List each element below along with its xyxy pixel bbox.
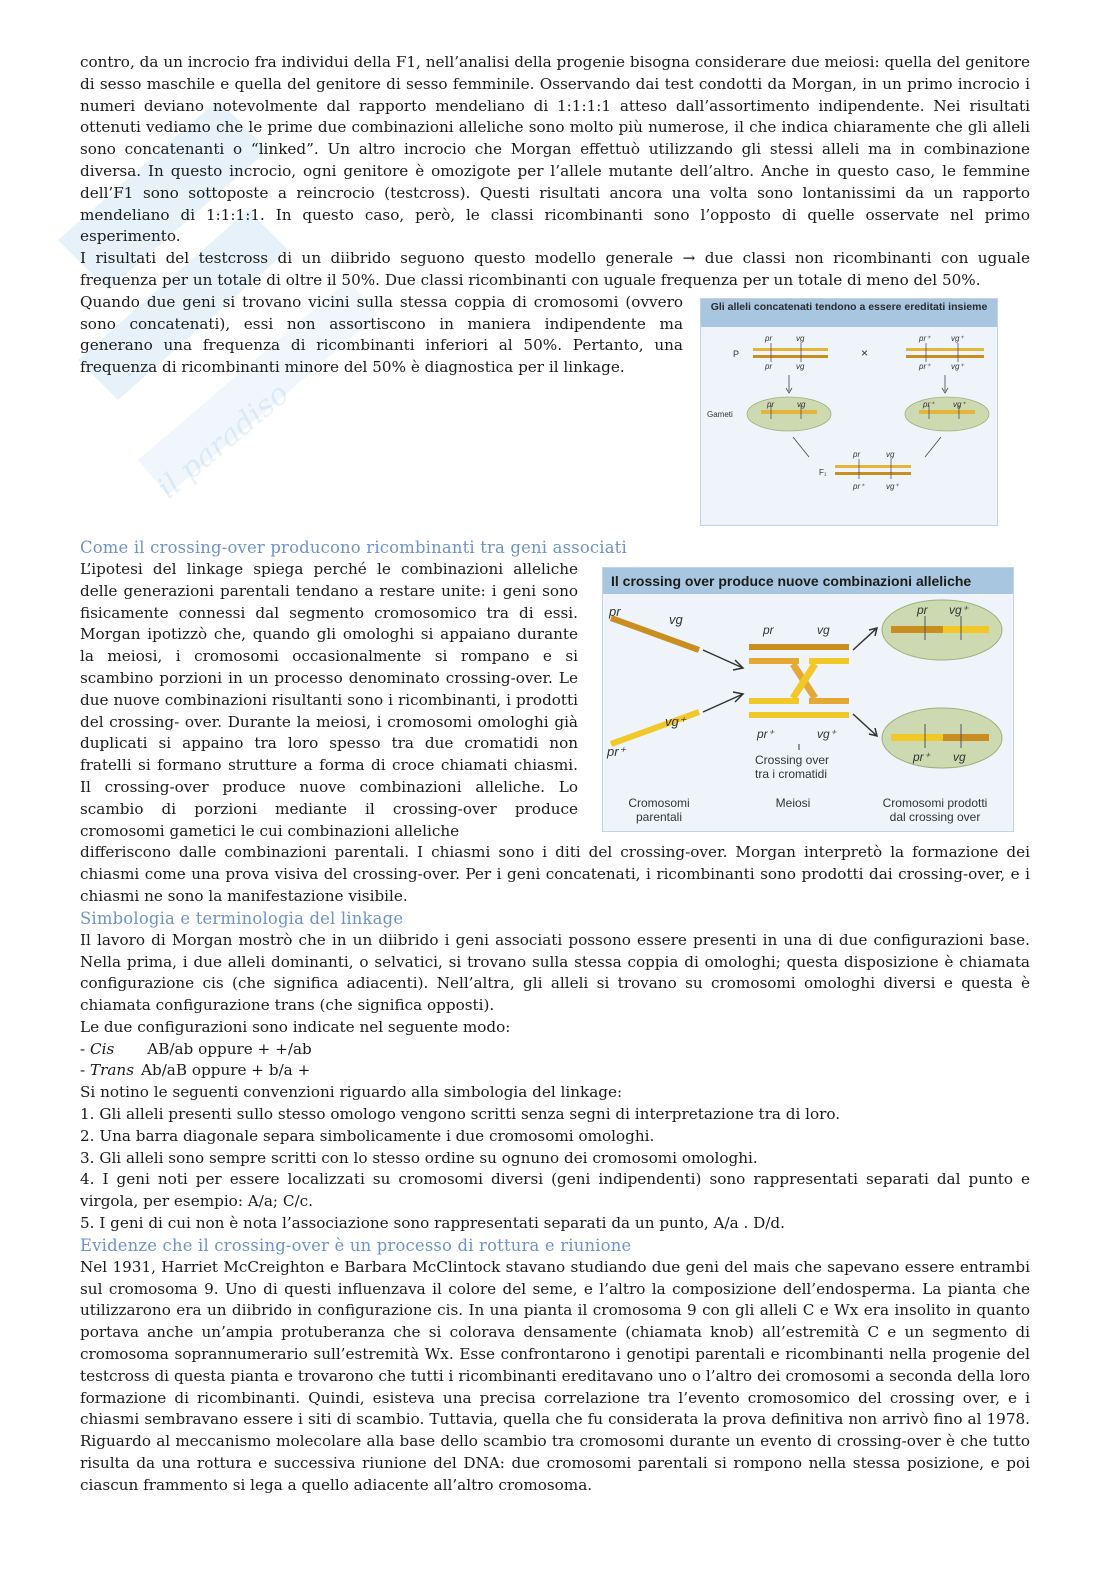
section-heading-symbology: Simbologia e terminologia del linkage bbox=[80, 908, 404, 928]
caption-parental: Cromosomi parentali bbox=[628, 796, 690, 824]
svg-text:pr: pr bbox=[763, 623, 774, 637]
rule-item: 4. I geni noti per essere localizzati su cromosomi diversi (geni indipendenti) sono rappresentati separati dal punto e virgola, per esempio: A/a; C/c. bbox=[80, 1170, 1030, 1211]
svg-text:vg⁺: vg⁺ bbox=[951, 334, 964, 343]
figure1-p-label: P bbox=[733, 349, 740, 359]
svg-text:pr: pr bbox=[767, 400, 775, 409]
figure-linked-alleles bbox=[700, 298, 998, 526]
section-heading-crossing-over: Come il crossing-over producono ricombinanti tra geni associati bbox=[80, 537, 627, 557]
svg-text:pr: pr bbox=[853, 450, 861, 459]
figure1-cross-symbol: × bbox=[861, 346, 869, 360]
parent-right-chromosomes bbox=[906, 334, 984, 371]
crossing-caption-2: tra i cromatidi bbox=[755, 767, 828, 781]
rule-item: 3. Gli alleli sono sempre scritti con lo stesso ordine su ognuno dei cromosomi omologhi. bbox=[80, 1148, 758, 1167]
rule-item: 1. Gli alleli presenti sullo stesso omologo vengono scritti senza segni di interpretazione tra di loro. bbox=[80, 1105, 841, 1124]
svg-text:pr⁺: pr⁺ bbox=[919, 362, 931, 371]
parental-chromosome-top bbox=[608, 604, 699, 650]
section-heading-break-rejoin: Evidenze che il crossing-over è un processo di rottura e riunione bbox=[80, 1235, 632, 1255]
svg-text:vg⁺: vg⁺ bbox=[665, 714, 686, 729]
rule-item: 5. I geni di cui non è nota l’associazione sono rappresentati separati da un punto, A/a . D/d. bbox=[80, 1214, 785, 1233]
document-page bbox=[80, 52, 1030, 1497]
svg-text:pr⁺: pr⁺ bbox=[913, 750, 931, 764]
svg-text:vg: vg bbox=[817, 623, 830, 637]
product-gamete-top bbox=[882, 600, 1002, 660]
svg-text:vg: vg bbox=[669, 612, 683, 627]
intro-paragraph-3: Quando due geni si trovano vicini sulla stessa coppia di cromosomi (ovvero sono concatenati), essi non assortiscono in maniera indipendente ma generano una frequenza di ricombinanti inferiori al 50%. Pertanto, una frequenza di ricombinanti minore del 50% è diagnostica per il linkage. bbox=[80, 292, 683, 377]
product-gamete-bottom bbox=[882, 708, 1002, 768]
svg-text:vg⁺: vg⁺ bbox=[949, 603, 969, 617]
svg-text:pr: pr bbox=[917, 603, 928, 617]
figure2-diagram bbox=[603, 568, 1013, 831]
figure1-title: Gli alleli concatenati tendono a essere ereditati insieme bbox=[701, 299, 997, 327]
svg-text:vg⁺: vg⁺ bbox=[886, 482, 899, 491]
gamete-right bbox=[905, 397, 989, 431]
f1-chromosomes bbox=[835, 450, 911, 491]
arrow-icon bbox=[853, 628, 877, 736]
cis-value: AB/ab oppure + +/ab bbox=[147, 1039, 312, 1058]
svg-text:vg⁺: vg⁺ bbox=[951, 362, 964, 371]
figure-crossing-over bbox=[602, 567, 1014, 832]
figure1-diagram bbox=[701, 299, 997, 525]
svg-text:vg⁺: vg⁺ bbox=[817, 727, 837, 741]
arrow-icon bbox=[925, 437, 941, 457]
symbology-paragraph-3: Si notino le seguenti convenzioni riguardo alla simbologia del linkage: bbox=[80, 1083, 623, 1102]
svg-text:pr⁺: pr⁺ bbox=[923, 400, 935, 409]
arrow-icon bbox=[793, 437, 809, 457]
trans-configuration: - Trans Ab/aB oppure + b/a + bbox=[80, 1061, 311, 1080]
caption-products: Cromosomi prodotti dal crossing over bbox=[882, 796, 988, 824]
figure1-f1-label: F₁ bbox=[819, 468, 827, 477]
symbology-paragraph-2: Le due configurazioni sono indicate nel seguente modo: bbox=[80, 1017, 511, 1036]
svg-text:pr: pr bbox=[765, 334, 773, 343]
svg-text:pr⁺: pr⁺ bbox=[919, 334, 931, 343]
svg-text:pr⁺: pr⁺ bbox=[757, 727, 775, 741]
svg-text:il paradiso: il paradiso bbox=[150, 376, 296, 507]
svg-text:vg: vg bbox=[796, 334, 805, 343]
svg-text:vg⁺: vg⁺ bbox=[953, 400, 966, 409]
symbology-paragraph-1: Il lavoro di Morgan mostrò che in un diibrido i geni associati possono essere presenti in una di due configurazioni base. Nella prima, i due alleli dominanti, o selvatici, si trovano sulla stessa coppia di omologhi; questa disposizione è chiamata configurazione cis (che significa adiacenti). Nell’altra, gli alleli si trovano su cromosomi omologhi diversi e questa è chiamata configurazione trans (che significa opposti). bbox=[80, 930, 1030, 1015]
evidence-paragraph: Nel 1931, Harriet McCreighton e Barbara McClintock stavano studiando due geni del mais che sapevano essere entrambi sul cromosoma 9. Uno di questi influenzava il colore del seme, e l’altro la composizione dell’endosperma. La pianta che utilizzarono era un diibrido in configurazione cis. In una pianta il cromosoma 9 con gli alleli C e Wx era insolito in quanto portava anche un’ampia protuberanza che si colorava densamente (chiamata knob) all’estremità C e un segmento di cromosoma soprannumerario sull’estremità Wx. Esse confrontarono i genotipi parentali e ricombinanti nella progenie del testcross di questa pianta e trovarono che tutti i ricombinanti ereditavano uno o l’altro dei cromosomi a seconda della loro formazione di ricombinanti. Quindi, esisteva una precisa correlazione tra l’evento cromosomico del crossing over, e i chiasmi sembravano essere i siti di scambio. Tuttavia, quella che fu considerata la prova definitiva non arrivò fino al 1978. Riguardo al meccanismo molecolare alla base dello scambio tra cromosomi durante un evento di crossing-over è che tutto risulta da una rottura e successiva riunione del DNA: due cromosomi parentali si rompono nella stessa posizione, e poi ciascun frammento si lega a quello adiacente all’altro cromosoma. bbox=[80, 1257, 1030, 1494]
parental-chromosome-bottom bbox=[606, 712, 699, 759]
svg-text:pr: pr bbox=[609, 604, 621, 619]
section1-paragraph-continued: differiscono dalle combinazioni parentali. I chiasmi sono i diti del crossing-over. Morgan interpretò la formazione dei chiasmi come una prova visiva del crossing-over. Per i geni concatenati, i ricombinanti sono prodotti dai crossing-over, e i chiasmi ne sono la manifestazione visibile. bbox=[80, 843, 1030, 905]
caption-meiosis: Meiosi bbox=[775, 796, 811, 810]
gamete-left bbox=[747, 397, 831, 431]
rule-item: 2. Una barra diagonale separa simbolicamente i due cromosomi omologhi. bbox=[80, 1126, 655, 1145]
svg-text:vg: vg bbox=[796, 362, 805, 371]
cis-configuration: - Cis AB/ab oppure + +/ab bbox=[80, 1039, 312, 1058]
meiosis-chiasma bbox=[749, 623, 849, 750]
svg-text:vg: vg bbox=[797, 400, 806, 409]
parent-left-chromosomes bbox=[753, 334, 828, 371]
crossing-caption-1: Crossing over bbox=[755, 753, 830, 767]
trans-label: Trans bbox=[89, 1061, 134, 1080]
intro-paragraph-1: contro, da un incrocio fra individui della F1, nell’analisi della progenie bisogna considerare due meiosi: quella del genitore di sesso maschile e quella del genitore di sesso femminile. Osservando dai test condotti da Morgan, in un primo incrocio i numeri deviano notevolmente dal rapporto mendeliano di 1:1:1:1 atteso dall’assortimento indipendente. Nei risultati ottenuti vediamo che le prime due combinazioni alleliche sono molto più numerose, il che indica chiaramente che gli alleli sono concatenanti o “linked”. Un altro incrocio che Morgan effettuò utilizzando gli stessi alleli ma in combinazione diversa. In questo incrocio, ogni genitore è omozigote per l’allele mutante dell’altro. Anche in questo caso, le femmine dell’F1 sono sottoposte a reincrocio (testcross). Questi risultati ancora una volta sono lontanissimi da un rapporto mendeliano di 1:1:1:1. In questo caso, però, le classi ricombinanti sono l’opposto di quelle osservate nel primo esperimento. bbox=[80, 53, 1030, 246]
svg-text:vg: vg bbox=[886, 450, 895, 459]
section1-paragraph-wrapped: L’ipotesi del linkage spiega perché le combinazioni alleliche delle generazioni parentali tendano a restare unite: i geni sono fisicamente connessi dal segmento cromosomico tra di essi. Morgan ipotizzò che, quando gli omologhi si appaiano durante la meiosi, i cromosomi occasionalmente si rompano e si scambino porzioni in un processo denominato crossing-over. Le due nuove combinazioni risultanti sono i ricombinanti, i prodotti del crossing- over. Durante la meiosi, i cromosomi omologhi già duplicati si appaino tra loro spesso tra due cromatidi non fratelli si formano strutture a forma di croce chiamati chiasmi. Il crossing-over produce nuove combinazioni alleliche. Lo scambio di porzioni mediante il crossing-over produce cromosomi gametici le cui combinazioni alleliche bbox=[80, 559, 578, 840]
trans-value: Ab/aB oppure + b/a + bbox=[141, 1061, 311, 1080]
figure1-gametes-label: Gameti bbox=[707, 410, 733, 419]
svg-text:pr⁺: pr⁺ bbox=[607, 744, 626, 759]
figure2-title: Il crossing over produce nuove combinazioni alleliche bbox=[603, 568, 1013, 594]
svg-text:vg: vg bbox=[953, 750, 966, 764]
svg-text:pr: pr bbox=[765, 362, 773, 371]
intro-paragraph-2: I risultati del testcross di un diibrido seguono questo modello generale → due classi non ricombinanti con uguale frequenza per un totale di oltre il 50%. Due classi ricombinanti con uguale frequenza per un totale di meno del 50%. bbox=[80, 249, 1030, 289]
svg-text:pr⁺: pr⁺ bbox=[853, 482, 865, 491]
arrow-icon bbox=[703, 650, 743, 712]
cis-label: Cis bbox=[89, 1039, 115, 1058]
